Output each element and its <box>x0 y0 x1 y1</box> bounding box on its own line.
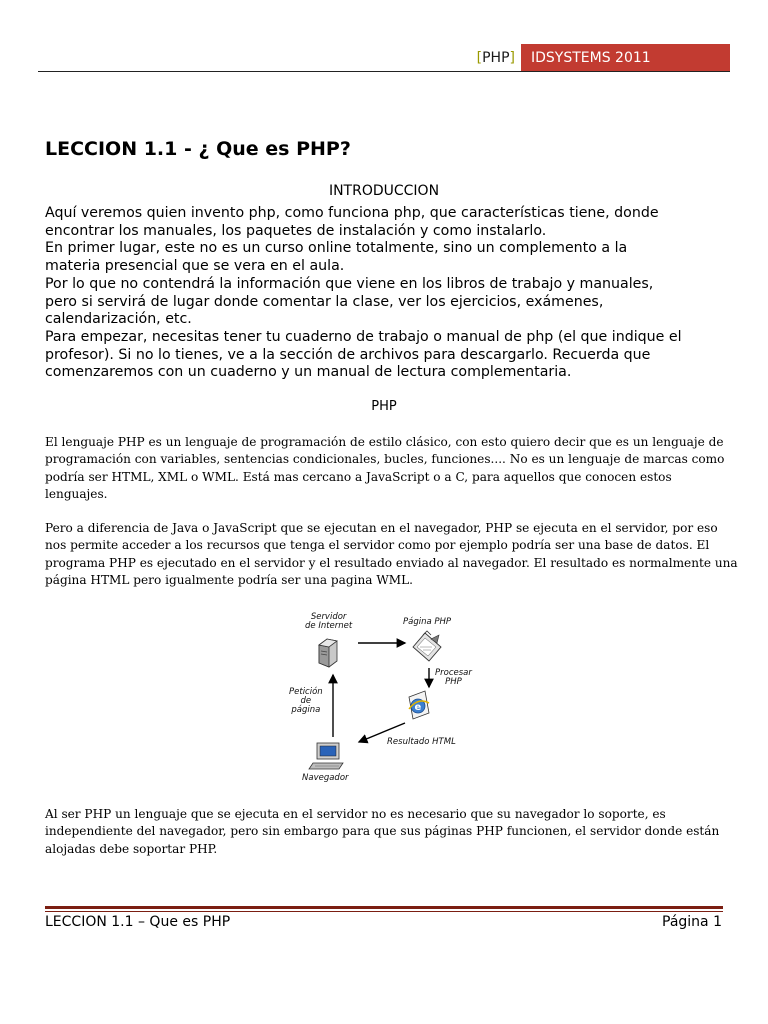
request-label-line: página <box>291 705 321 715</box>
paragraph-2 <box>45 520 738 590</box>
php-flow-diagram <box>285 605 485 790</box>
computer-icon <box>309 743 343 769</box>
header-tag-text: PHP <box>482 50 510 66</box>
process-label-line: PHP <box>445 677 462 687</box>
php-page-icon <box>413 631 441 661</box>
php-heading: PHP <box>371 399 397 414</box>
request-label-line: Petición <box>289 687 323 697</box>
footer-rule-thick <box>45 906 723 909</box>
result-label: Resultado HTML <box>387 737 456 747</box>
paragraph-3 <box>45 806 735 858</box>
footer-page-number: Página 1 <box>662 914 722 930</box>
paragraph-1 <box>45 434 735 504</box>
footer-lesson: LECCION 1.1 – Que es PHP <box>45 914 231 930</box>
bracket-close: ] <box>509 50 515 66</box>
intro-line: Para empezar, necesitas tener tu cuaderno de trabajo o manual de php (el que indique el <box>45 328 682 345</box>
intro-text <box>45 205 735 382</box>
intro-line: Por lo que no contendrá la información que viene en los libros de trabajo y manuales, <box>45 275 654 292</box>
page-title: LECCION 1.1 - ¿ Que es PHP? <box>45 138 351 160</box>
browser-label: Navegador <box>302 773 349 783</box>
process-label-line: Procesar <box>435 668 472 678</box>
intro-line: comenzaremos con un cuaderno y un manual de lectura complementaria. <box>45 364 572 381</box>
paragraph-line: independiente del navegador, pero sin embargo para que sus páginas PHP funcionen, el servidor donde están <box>45 824 720 839</box>
header-tag <box>455 44 521 72</box>
intro-heading: INTRODUCCION <box>328 183 440 199</box>
server-label-line: de Internet <box>305 621 353 631</box>
svg-text:e: e <box>414 702 422 713</box>
footer-rule-thin <box>45 911 723 912</box>
server-label-line: Servidor <box>310 612 347 622</box>
php-page-label: Página PHP <box>403 617 452 627</box>
paragraph-line: nos permite acceder a los recursos que tenga el servidor como por ejemplo podría ser una base de datos. El <box>45 538 710 553</box>
paragraph-line: lenguajes. <box>45 487 108 502</box>
server-icon <box>319 639 337 667</box>
intro-line: pero si servirá de lugar donde comentar la clase, ver los ejercicios, exámenes, <box>45 293 604 310</box>
html-result-icon <box>409 691 429 719</box>
intro-line: Aquí veremos quien invento php, como funciona php, que características tiene, donde <box>45 205 659 221</box>
paragraph-line: El lenguaje PHP es un lenguaje de programación de estilo clásico, con esto quiero decir que es un lenguaje de <box>45 435 724 449</box>
request-label <box>289 688 323 715</box>
server-label <box>305 613 352 631</box>
paragraph-line: alojadas debe soportar PHP. <box>45 841 218 856</box>
intro-line: materia presencial que se vera en el aula. <box>45 258 345 275</box>
intro-line: En primer lugar, este no es un curso online totalmente, sino un complemento a la <box>45 240 628 257</box>
paragraph-line: programa PHP es ejecutado en el servidor y el resultado enviado al navegador. El resultado es normalmente una <box>45 555 738 570</box>
process-label <box>435 669 472 687</box>
header-box: IDSYSTEMS 2011 <box>521 44 730 72</box>
request-label-line: de <box>300 696 312 706</box>
paragraph-line: Pero a diferencia de Java o JavaScript que se ejecutan en el navegador, PHP se ejecuta en el servidor, por eso <box>45 521 718 535</box>
intro-line: calendarización, etc. <box>45 311 192 328</box>
paragraph-line: programación con variables, sentencias condicionales, bucles, funciones.... No es un lenguaje de marcas como <box>45 452 725 467</box>
header-rule <box>38 71 730 72</box>
paragraph-line: Al ser PHP un lenguaje que se ejecuta en el servidor no es necesario que su navegador lo soporte, es <box>45 807 666 821</box>
bracket-open: [ <box>476 50 483 66</box>
paragraph-line: página HTML pero igualmente podría ser una pagina WML. <box>45 573 414 588</box>
intro-line: profesor). Si no lo tienes, ve a la sección de archivos para descargarlo. Recuerda que <box>45 346 651 363</box>
paragraph-line: podría ser HTML, XML o WML. Está mas cercano a JavaScript o a C, para aquellos que conocen estos <box>45 469 672 484</box>
intro-line: encontrar los manuales, los paquetes de instalación y como instalarlo. <box>45 222 547 239</box>
